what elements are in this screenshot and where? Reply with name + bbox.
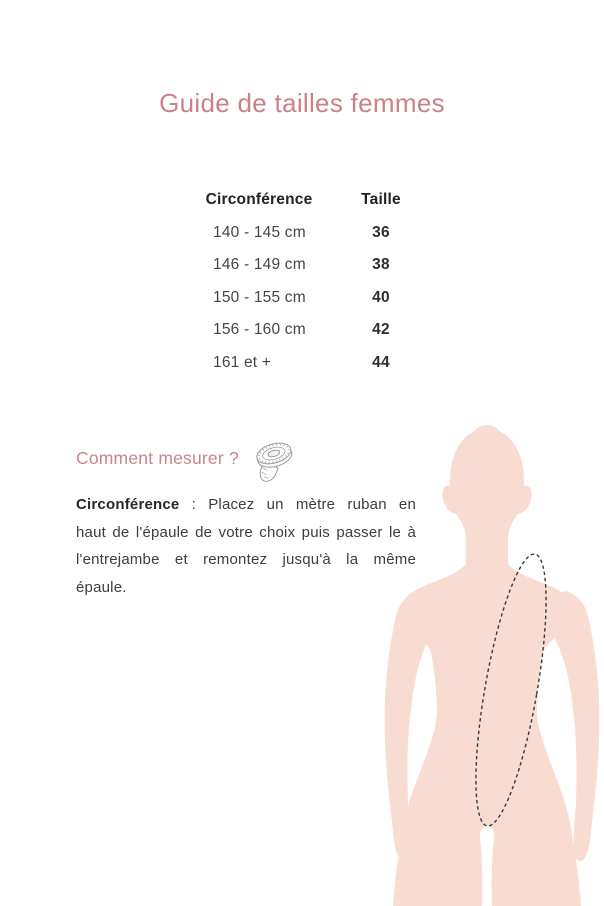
column-gap xyxy=(318,182,342,218)
table-cell-size: 36 xyxy=(372,223,390,241)
size-table xyxy=(200,184,420,379)
instruction-line: Circonférence : Placez un mètre ruban en xyxy=(76,496,416,513)
column-header-size: Taille xyxy=(361,191,401,209)
table-cell-circumference: 146 - 149 cm xyxy=(213,256,306,274)
measure-section-heading: Comment mesurer ? xyxy=(76,448,239,468)
table-cell-size: 44 xyxy=(372,353,390,371)
measuring-tape-icon xyxy=(252,439,298,485)
measure-instructions xyxy=(76,491,416,601)
table-cell-size: 42 xyxy=(372,321,390,339)
table-cell-size: 38 xyxy=(372,256,390,274)
page-title: Guide de tailles femmes xyxy=(159,88,445,118)
table-cell-size: 40 xyxy=(372,288,390,306)
silhouette-body xyxy=(393,429,581,906)
female-silhouette xyxy=(380,415,604,906)
instruction-lead: Circonférence xyxy=(76,496,180,513)
table-cell-circumference: 140 - 145 cm xyxy=(213,223,306,241)
table-cell-circumference: 161 et + xyxy=(213,353,272,371)
instruction-line: épaule. xyxy=(76,578,127,596)
column-header-circumference: Circonférence xyxy=(205,191,313,209)
instruction-line: l'entrejambe et remontez jusqu'à la même xyxy=(76,551,416,569)
instruction-line: haut de l'épaule de votre choix puis passer le à xyxy=(76,523,416,541)
table-cell-circumference: 156 - 160 cm xyxy=(213,321,306,339)
table-cell-circumference: 150 - 155 cm xyxy=(213,288,306,306)
